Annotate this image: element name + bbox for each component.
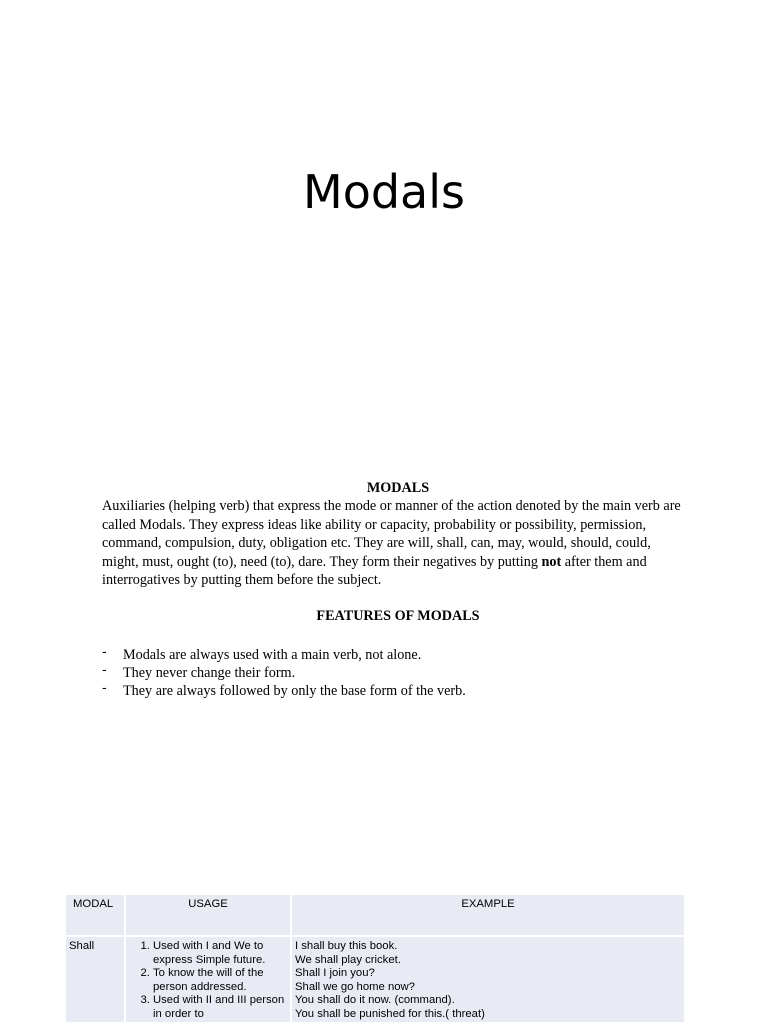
modals-heading: MODALS [366,480,430,496]
feature-item [102,682,684,700]
header-usage: USAGE [126,895,290,935]
feature-text: They never change their form. [123,664,296,681]
cell-example [292,935,684,1022]
bullet-dash: - [102,680,107,696]
definition-text-end: after them and interrogatives by putting them before the subject. [102,553,647,589]
page-title: Modals [303,165,465,219]
feature-text: Modals are always used with a main verb, not alone. [123,646,422,663]
usage-item: 1. Used with I and We to express Simple future. [153,940,287,967]
bullet-dash: - [102,662,107,678]
modals-section [102,479,684,700]
definition-paragraph [102,497,684,589]
feature-item [102,664,684,682]
definition-text-start: Auxiliaries (helping verb) that express the mode or manner of the action denoted by the main verb are called Modals. They express ideas like ability or capacity, probability or possibility, permission, command, compulsion, duty, obligation etc. They are will, shall, can, may, would, should, could, might, must, ought (to), need (to), dare. They form their negatives by putting [102,498,681,570]
example-line: You shall be punished for this.( threat) [295,1007,485,1020]
features-list [102,646,684,700]
header-example: EXAMPLE [292,895,684,935]
example-line: We shall play cricket. [295,953,401,966]
usage-item: 3. Used with II and III person in order to [153,994,287,1021]
bullet-dash: - [102,644,107,660]
feature-text: They are always followed by only the base form of the verb. [123,682,466,699]
definition-bold-not: not [541,553,562,570]
modal-table [66,895,686,1022]
table-header-row [66,895,684,935]
example-line: Shall I join you? [295,967,375,980]
cell-usage [126,935,290,1022]
feature-item [102,646,684,664]
cell-modal: Shall [66,935,124,1022]
usage-item: 2. To know the will of the person addressed. [153,967,287,994]
features-heading: FEATURES OF MODALS [316,608,480,625]
usage-list [129,940,287,1022]
example-line: Shall we go home now? [295,980,415,993]
header-modal: MODAL [66,895,124,935]
example-line: You shall do it now. (command). [295,994,455,1007]
modal-table-container [66,895,688,1024]
example-line: I shall buy this book. [295,940,398,952]
table-row [66,935,684,1022]
